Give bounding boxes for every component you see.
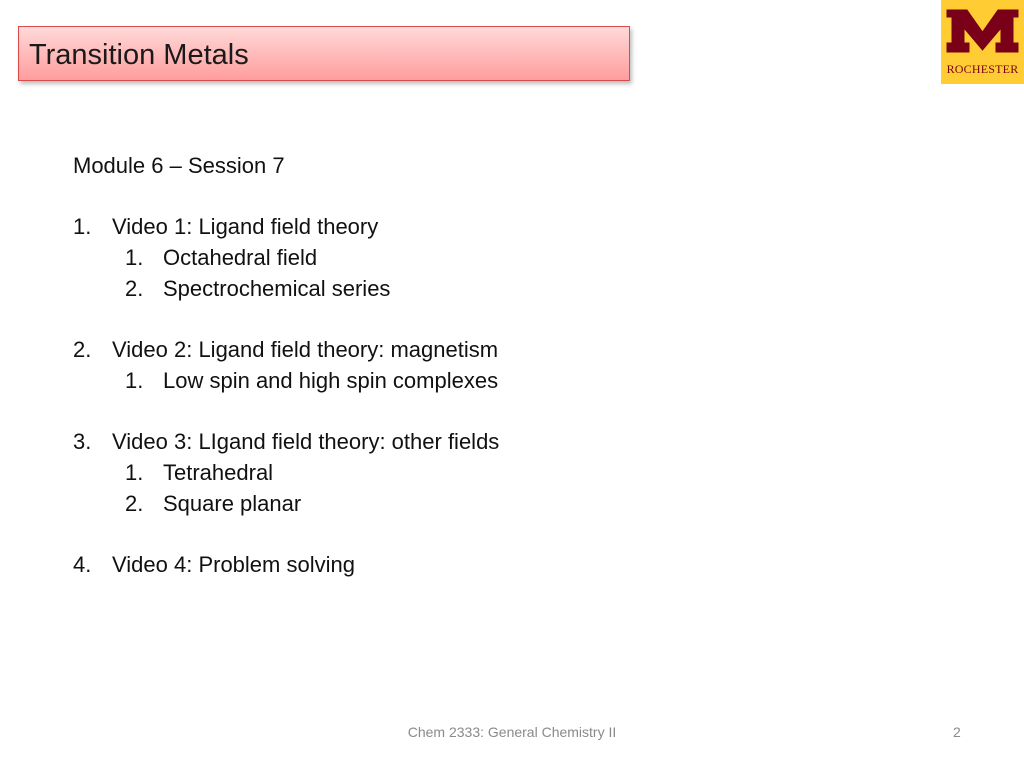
sub-label: Octahedral field — [163, 245, 318, 270]
sub-number: 2. — [125, 491, 144, 516]
list-label: Video 2: Ligand field theory: magnetism — [112, 337, 499, 362]
logo-text: ROCHESTER — [946, 62, 1019, 76]
slide-body — [73, 150, 500, 580]
sub-label: Tetrahedral — [163, 460, 274, 485]
list-item-video-3 — [73, 426, 500, 457]
list-item-video-2 — [73, 334, 499, 365]
block-m-shape — [947, 10, 1018, 52]
block-m-logo-icon — [941, 0, 1024, 62]
sub-item-tetrahedral — [73, 457, 285, 488]
list-number: 4. — [73, 552, 92, 577]
sub-item-spin-complexes — [73, 365, 499, 396]
sub-item-spectrochemical-series — [73, 273, 391, 304]
list-number: 2. — [73, 337, 92, 362]
module-heading — [73, 150, 285, 181]
sub-item-square-planar — [73, 488, 302, 519]
list-item-video-4 — [73, 549, 355, 580]
list-item-video-1 — [73, 211, 379, 242]
sub-label: Low spin and high spin complexes — [163, 368, 499, 393]
sub-label: Spectrochemical series — [163, 276, 391, 301]
sub-item-octahedral-field — [73, 242, 318, 273]
sub-number: 1. — [125, 245, 144, 270]
list-label: Video 4: Problem solving — [112, 552, 355, 577]
sub-number: 1. — [125, 460, 144, 485]
module-heading-text: Module 6 – Session 7 — [73, 153, 285, 178]
slide-title-box — [18, 26, 630, 81]
page-number: 2 — [953, 724, 961, 740]
slide-footer: Chem 2333: General Chemistry II — [407, 724, 617, 740]
list-number: 3. — [73, 429, 92, 454]
list-label: Video 3: LIgand field theory: other fields — [112, 429, 500, 454]
sub-number: 2. — [125, 276, 144, 301]
slide-title: Transition Metals — [29, 39, 249, 71]
list-label: Video 1: Ligand field theory — [112, 214, 379, 239]
list-number: 1. — [73, 214, 92, 239]
sub-number: 1. — [125, 368, 144, 393]
university-logo — [941, 0, 1024, 84]
sub-label: Square planar — [163, 491, 302, 516]
